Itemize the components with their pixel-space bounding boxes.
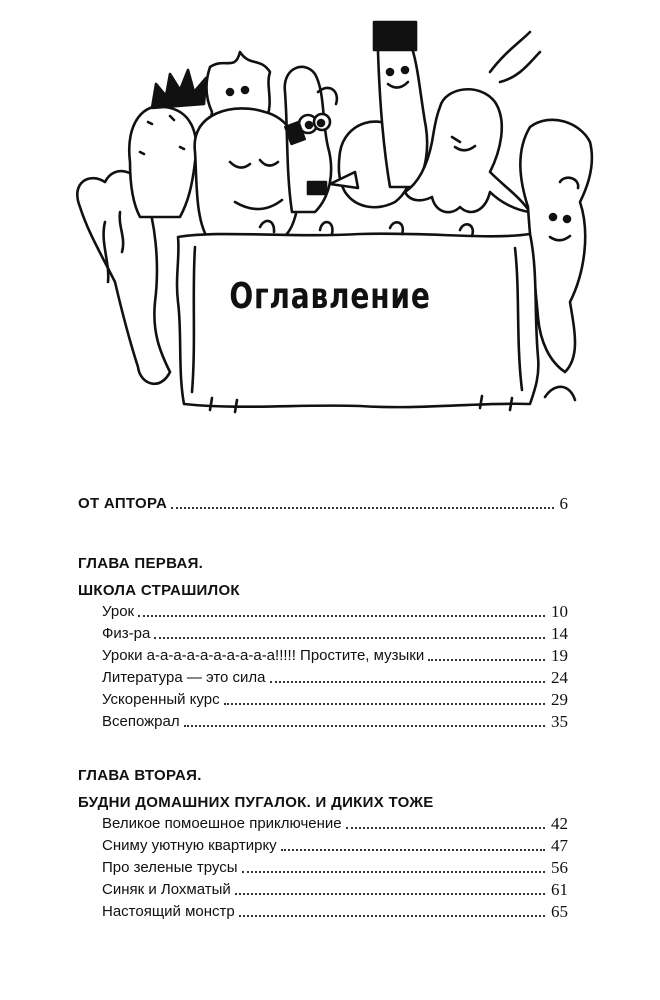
- dot-leader: [171, 507, 553, 509]
- monster-cactus: [129, 106, 196, 217]
- page-title: Оглавление: [229, 276, 431, 317]
- toc-entry[interactable]: [102, 600, 568, 622]
- toc-entry-label: Ускоренный курс: [102, 691, 220, 708]
- toc-entry-page: 65: [551, 902, 568, 921]
- toc-entry-label: Литература — это сила: [102, 669, 266, 686]
- toc-entry-label: Синяк и Лохматый: [102, 881, 231, 898]
- toc-entry-page: 56: [551, 858, 568, 877]
- toc-entry[interactable]: [102, 878, 568, 900]
- monsters-illustration: [60, 12, 620, 432]
- toc-entry[interactable]: [102, 622, 568, 644]
- toc-entry[interactable]: [102, 900, 568, 922]
- chapter-title: ШКОЛА СТРАШИЛОК: [78, 582, 240, 599]
- sign-board: [177, 234, 538, 407]
- toc-entry-label: Сниму уютную квартирку: [102, 837, 277, 854]
- toc-entry[interactable]: [102, 812, 568, 834]
- monster-hair: [152, 70, 206, 108]
- toc-entry-label: Великое помоешное приключение: [102, 815, 342, 832]
- toc-entry[interactable]: [102, 710, 568, 732]
- dot-leader: [235, 893, 545, 895]
- toc-entry-label: Всепожрал: [102, 713, 180, 730]
- toc-entry-label: Уроки а-а-а-а-а-а-а-а-а-а!!!!! Простите, музыки: [102, 647, 425, 664]
- toc-entry-page: 35: [551, 712, 568, 731]
- toc-entry[interactable]: [102, 688, 568, 710]
- toc-entry-label: Физ-ра: [102, 625, 151, 642]
- toc-entry-page: 10: [551, 602, 568, 621]
- dot-leader: [224, 703, 545, 705]
- dot-leader: [154, 637, 545, 639]
- toc-entry-page: 47: [551, 836, 568, 855]
- toc-entry[interactable]: [102, 856, 568, 878]
- toc-entry-page: 24: [551, 668, 568, 687]
- toc-entry-page: 14: [551, 624, 568, 643]
- chapter-title: БУДНИ ДОМАШНИХ ПУГАЛОК. И ДИКИХ ТОЖЕ: [78, 794, 434, 811]
- toc-entry-label: Урок: [102, 603, 135, 620]
- monster-frank: [378, 39, 427, 187]
- toc-entry-label: ОТ АПТОРА: [78, 495, 168, 512]
- toc-entry-page: 19: [551, 646, 568, 665]
- monsters-drawing: [60, 12, 620, 432]
- toc-entry-label: Настоящий монстр: [102, 903, 235, 920]
- dot-leader: [281, 849, 545, 851]
- toc-entry[interactable]: [102, 666, 568, 688]
- dot-leader: [428, 659, 545, 661]
- toc-entry-preface[interactable]: [78, 492, 568, 514]
- toc-entry-page: 42: [551, 814, 568, 833]
- dot-leader: [138, 615, 545, 617]
- toc-entry-page: 6: [559, 494, 568, 513]
- toc-entry-label: Про зеленые трусы: [102, 859, 238, 876]
- dot-leader: [242, 871, 545, 873]
- dot-leader: [184, 725, 545, 727]
- dot-leader: [346, 827, 545, 829]
- toc-entry-page: 61: [551, 880, 568, 899]
- chapter-number: ГЛАВА ВТОРАЯ.: [78, 767, 202, 784]
- chapter-number: ГЛАВА ПЕРВАЯ.: [78, 555, 204, 572]
- toc-entry-page: 29: [551, 690, 568, 709]
- toc-entry[interactable]: [102, 644, 568, 666]
- dot-leader: [239, 915, 545, 917]
- dot-leader: [270, 681, 545, 683]
- toc-entry[interactable]: [102, 834, 568, 856]
